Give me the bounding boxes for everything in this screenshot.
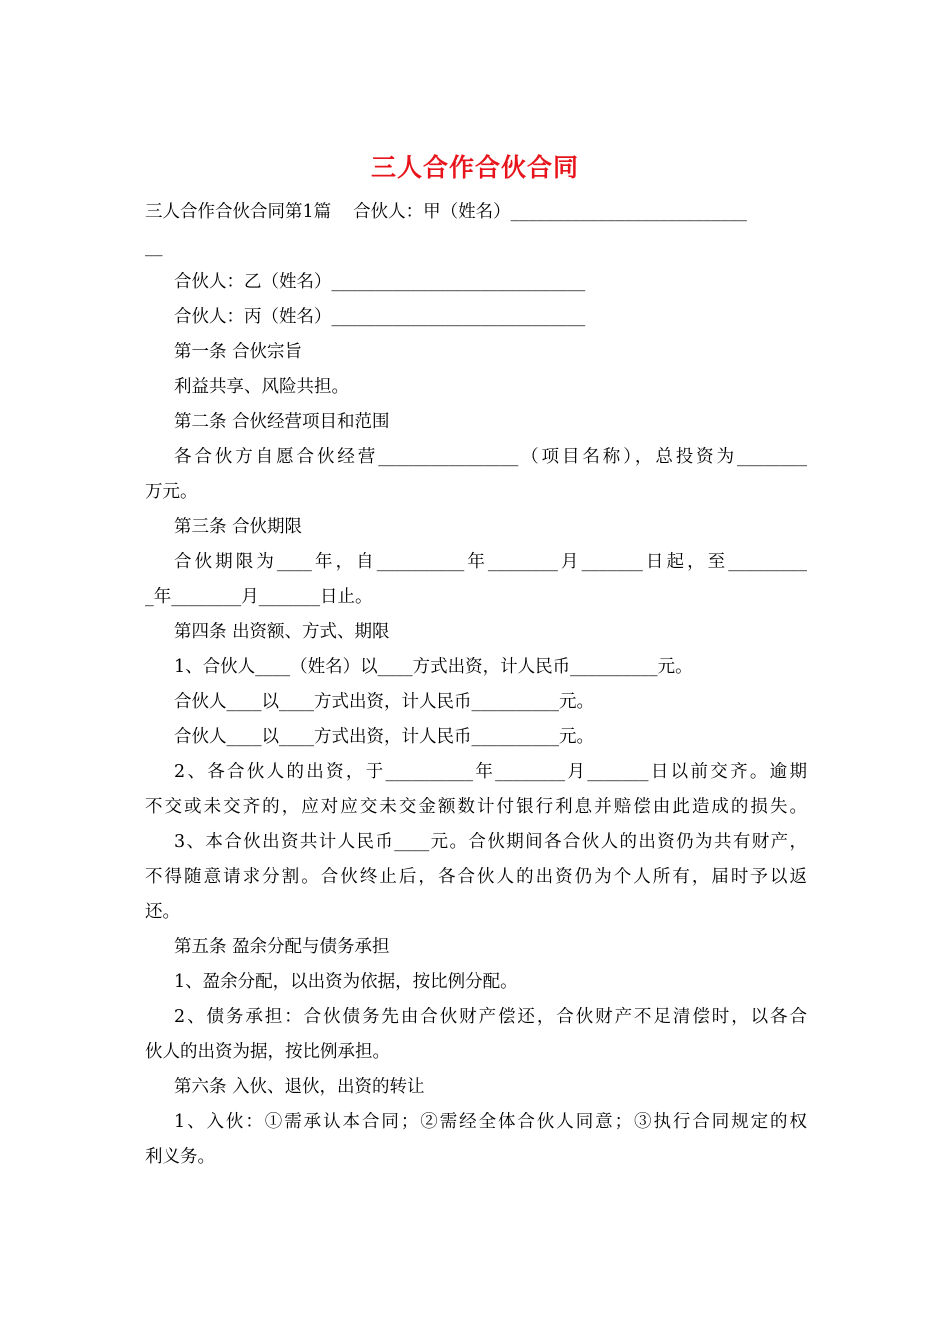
paragraph-line: 还。 (145, 902, 180, 922)
partner-a-field: 合伙人：甲（姓名）___________________________ (353, 202, 747, 222)
paragraph-line: 不交或未交齐的，应对应交未交金额数计付银行利息并赔偿由此造成的损失。 (145, 797, 807, 817)
paragraph-line: _年________月_______日止。 (145, 587, 373, 607)
article-heading: 第四条 出资额、方式、期限 (174, 622, 390, 642)
paragraph-line: 合伙人____以____方式出资，计人民币__________元。 (174, 692, 594, 712)
paragraph-line: 3、本合伙出资共计人民币____元。合伙期间各合伙人的出资仍为共有财产， (174, 832, 807, 852)
paragraph-line: 1、入伙：①需承认本合同；②需经全体合伙人同意；③执行合同规定的权 (174, 1112, 807, 1132)
paragraph-line: 2、债务承担：合伙债务先由合伙财产偿还，合伙财产不足清偿时，以各合 (174, 1007, 807, 1027)
document-title: 三人合作合伙合同 (370, 153, 579, 182)
paragraph-line: 合伙人____以____方式出资，计人民币__________元。 (174, 727, 594, 747)
paragraph-line: 不得随意请求分割。合伙终止后，各合伙人的出资仍为个人所有，届时予以返 (145, 867, 807, 887)
preamble-line (145, 194, 807, 230)
partner-b-field: 合伙人：乙（姓名）_____________________________ (174, 272, 586, 292)
paragraph-line: 利益共享、风险共担。 (174, 377, 349, 397)
paragraph-line: 利义务。 (145, 1147, 215, 1167)
article-heading: 第六条 入伙、退伙，出资的转让 (174, 1077, 425, 1097)
paragraph-line: 合伙期限为____年，自__________年________月_______日起，至_________ (174, 552, 807, 572)
article-heading: 第二条 合伙经营项目和范围 (174, 412, 390, 432)
article-heading: 第三条 合伙期限 (174, 517, 303, 537)
paragraph-line: 1、盈余分配，以出资为依据，按比例分配。 (174, 972, 518, 992)
paragraph-line: 各合伙方自愿合伙经营________________（项目名称），总投资为________ (174, 447, 807, 467)
paragraph-line: 万元。 (145, 482, 198, 502)
paragraph-line: 伙人的出资为据，按比例承担。 (145, 1042, 390, 1062)
document-body (145, 194, 807, 1175)
article-heading: 第一条 合伙宗旨 (174, 342, 303, 362)
article-heading: 第五条 盈余分配与债务承担 (174, 937, 390, 957)
chapter-label: 三人合作合伙合同第1篇 (145, 202, 332, 222)
paragraph-line: __ (145, 237, 163, 257)
partner-c-field: 合伙人：丙（姓名）_____________________________ (174, 307, 586, 327)
paragraph-line: 1、合伙人____（姓名）以____方式出资，计人民币__________元。 (174, 657, 693, 677)
paragraph-line: 2、各合伙人的出资，于__________年________月_______日以前交齐。逾期 (174, 762, 807, 782)
